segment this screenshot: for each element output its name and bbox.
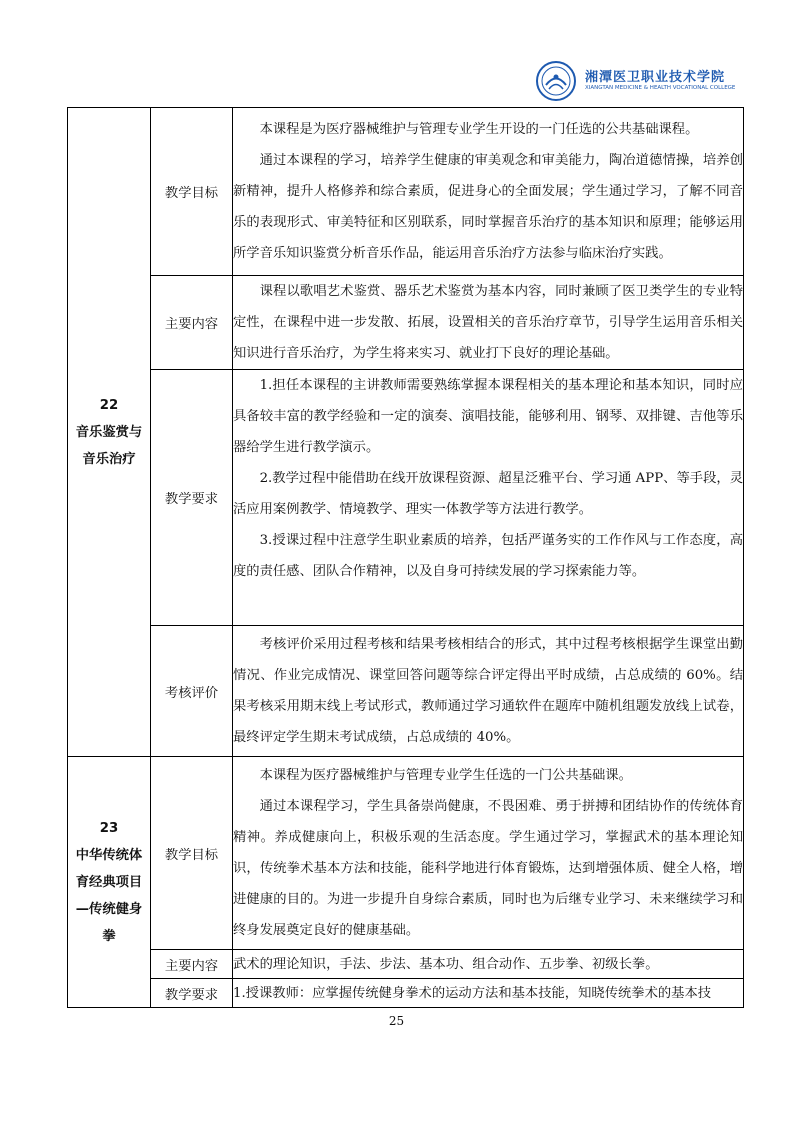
- row-content: [233, 626, 744, 757]
- content-paragraph: 课程以歌唱艺术鉴赏、器乐艺术鉴赏为基本内容，同时兼顾了医卫类学生的专业特定性，在课程中进一步发散、拓展，设置相关的音乐治疗章节，引导学生运用音乐相关知识进行音乐治疗，为学生将来实习、就业打下良好的理论基础。: [233, 284, 743, 361]
- course-name-line: 音乐治疗: [82, 451, 136, 467]
- course-22-content-row: [68, 276, 744, 370]
- school-logo: [535, 60, 736, 104]
- row-content: [233, 108, 744, 276]
- row-label: 主要内容: [151, 950, 233, 979]
- course-22-assessment-row: [68, 626, 744, 757]
- row-label: 主要内容: [151, 276, 233, 370]
- content-paragraph: 本课程是为医疗器械维护与管理专业学生开设的一门任选的公共基础课程。: [259, 122, 699, 137]
- content-paragraph: 1.授课教师：应掌握传统健身拳术的运动方法和基本技能，知晓传统拳术的基本技: [233, 985, 712, 1001]
- row-label: 教学要求: [151, 979, 233, 1008]
- row-label: 教学要求: [151, 370, 233, 626]
- course-23-requirement-row: [68, 979, 744, 1008]
- course-name-line: 育经典项目: [75, 874, 143, 890]
- school-name-english: XIANGTAN MEDICINE & HEALTH VOCATIONAL COLLEGE: [585, 85, 736, 91]
- school-name: 湘潭医卫职业技术学院: [585, 70, 726, 85]
- course-name-line: 中华传统体: [75, 847, 143, 863]
- content-paragraph: 本课程为医疗器械维护与管理专业学生任选的一门公共基础课。: [259, 768, 632, 783]
- content-paragraph: 考核评价采用过程考核和结果考核相结合的形式，其中过程考核根据学生课堂出勤情况、作业完成情况、课堂回答问题等综合评定得出平时成绩，占总成绩的 60%。结果考核采用期末线上考试形式，教师通过学习通软件在题库中随机组题发放线上试卷，最终评定学生期末考试成绩，占总成绩的 40%。: [233, 637, 743, 745]
- row-content: [233, 979, 744, 1008]
- course-22-requirement-row: [68, 370, 744, 626]
- course-23-goal-row: [68, 757, 744, 950]
- content-paragraph: 2.教学过程中能借助在线开放课程资源、超星泛雅平台、学习通 APP、等手段，灵活应用案例教学、情境教学、理实一体教学等方法进行教学。: [233, 471, 743, 517]
- course-name-line: —传统健身: [75, 901, 143, 917]
- school-emblem-icon: [535, 60, 577, 102]
- course-table: [67, 107, 744, 1008]
- row-content: [233, 757, 744, 950]
- row-content: [233, 276, 744, 370]
- course-22-goal-row: [68, 108, 744, 276]
- row-label: 教学目标: [151, 757, 233, 950]
- course-name-line: 拳: [102, 928, 116, 944]
- row-label: 考核评价: [151, 626, 233, 757]
- content-paragraph: 3.授课过程中注意学生职业素质的培养，包括严谨务实的工作作风与工作态度，高度的责任感、团队合作精神，以及自身可持续发展的学习探索能力等。: [233, 533, 743, 579]
- content-paragraph: 通过本课程学习，学生具备崇尚健康，不畏困难、勇于拼搏和团结协作的传统体育精神。养成健康向上，积极乐观的生活态度。学生通过学习，掌握武术的基本理论知识，传统拳术基本方法和技能，能科学地进行体育锻炼，达到增强体质、健全人格，增进健康的目的。为进一步提升自身综合素质，同时也为后继专业学习、未来继续学习和终身发展奠定良好的健康基础。: [233, 799, 743, 938]
- content-paragraph: 1.担任本课程的主讲教师需要熟练掌握本课程相关的基本理论和基本知识，同时应具备较丰富的教学经验和一定的演奏、演唱技能，能够利用、钢琴、双排键、吉他等乐器给学生进行教学演示。: [233, 378, 743, 455]
- content-paragraph: 武术的理论知识，手法、步法、基本功、组合动作、五步拳、初级长拳。: [233, 956, 659, 972]
- row-content: [233, 950, 744, 979]
- course-number: 23: [99, 820, 119, 836]
- course-number: 22: [99, 397, 119, 413]
- row-content: [233, 370, 744, 626]
- course-23-content-row: [68, 950, 744, 979]
- course-23-title-cell: [68, 757, 151, 1008]
- course-22-title-cell: [68, 108, 151, 757]
- page-number: 25: [388, 1014, 405, 1028]
- row-label: 教学目标: [151, 108, 233, 276]
- course-name-line: 音乐鉴赏与: [75, 424, 143, 440]
- content-paragraph: 通过本课程的学习，培养学生健康的审美观念和审美能力，陶冶道德情操，培养创新精神，提升人格修养和综合素质，促进身心的全面发展；学生通过学习，了解不同音乐的表现形式、审美特征和区别联系，同时掌握音乐治疗的基本知识和原理；能够运用所学音乐知识鉴赏分析音乐作品，能运用音乐治疗方法参与临床治疗实践。: [233, 153, 743, 261]
